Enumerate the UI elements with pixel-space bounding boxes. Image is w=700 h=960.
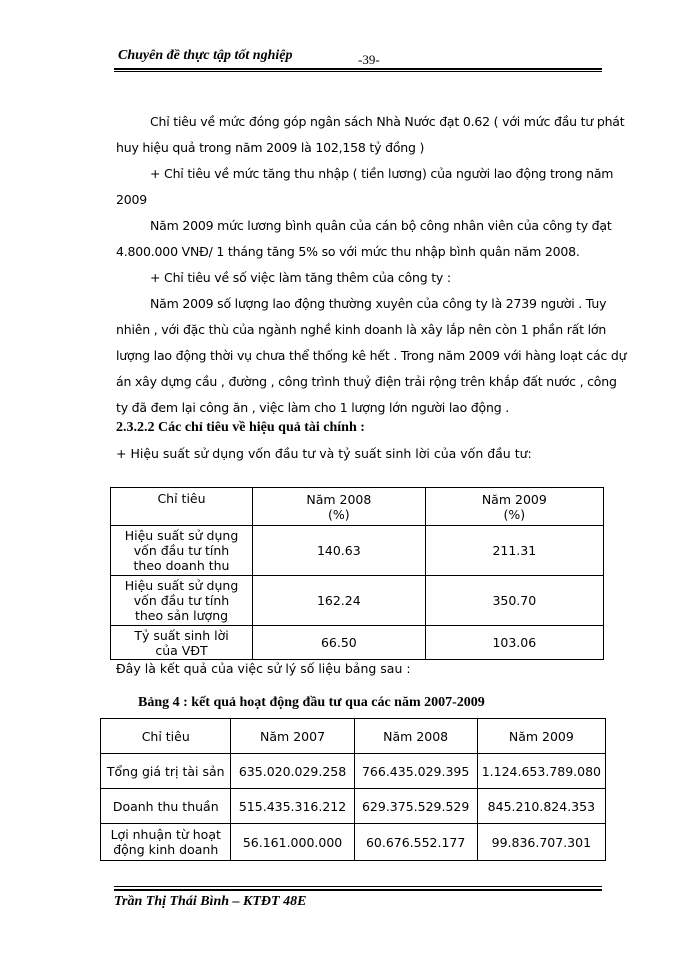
- table1-cell: 162.24: [253, 576, 426, 626]
- table1-cell: 66.50: [253, 626, 426, 660]
- table-row: [111, 576, 604, 626]
- paragraph-line: Năm 2009 mức lương bình quân của cán bộ công nhân viên của công ty đạt: [150, 218, 612, 233]
- paragraph-line: lượng lao động thời vụ chưa thể thống kê hết . Trong năm 2009 với hàng loạt các dự: [116, 348, 627, 363]
- table-row: [111, 626, 604, 660]
- table2-row-label: Doanh thu thuần: [101, 789, 231, 824]
- table1-cell: 140.63: [253, 526, 426, 576]
- footer-rule: [114, 889, 602, 891]
- table1-row-label: Tỷ suất sinh lời của VĐT: [111, 626, 253, 660]
- table2-row-label: Lợi nhuận từ hoạt động kinh doanh: [101, 824, 231, 861]
- table-row: [111, 526, 604, 576]
- paragraph-line: ty đã đem lại công ăn , việc làm cho 1 lượng lớn người lao động .: [116, 400, 509, 415]
- investment-results-table: [100, 718, 606, 861]
- table2-cell: 60.676.552.177: [354, 824, 477, 861]
- header-rule: [114, 68, 602, 70]
- table2-header-indicator: Chỉ tiêu: [101, 719, 231, 754]
- efficiency-table: [110, 487, 604, 660]
- table1-row-label: Hiệu suất sử dụng vốn đầu tư tính theo doanh thu: [111, 526, 253, 576]
- paragraph-line: Chỉ tiêu về mức đóng góp ngân sách Nhà Nước đạt 0.62 ( với mức đầu tư phát: [150, 114, 625, 129]
- table1-cell: 103.06: [425, 626, 603, 660]
- table1-cell: 350.70: [425, 576, 603, 626]
- paragraph-line: nhiên , với đặc thù của ngành nghề kinh doanh là xây lắp nên còn 1 phần rất lớn: [116, 322, 607, 337]
- paragraph-line: 4.800.000 VNĐ/ 1 tháng tăng 5% so với mức thu nhập bình quân năm 2008.: [116, 244, 580, 259]
- table1-header-indicator: Chỉ tiêu: [111, 488, 253, 526]
- table2-header-2007: Năm 2007: [231, 719, 354, 754]
- table2-row-label: Tổng giá trị tài sản: [101, 754, 231, 789]
- table2-cell: 56.161.000.000: [231, 824, 354, 861]
- table2-cell: 515.435.316.212: [231, 789, 354, 824]
- table2-cell: 845.210.824.353: [477, 789, 605, 824]
- table2-header-2009: Năm 2009: [477, 719, 605, 754]
- table2-cell: 766.435.029.395: [354, 754, 477, 789]
- table2-header-2008: Năm 2008: [354, 719, 477, 754]
- table2-cell: 99.836.707.301: [477, 824, 605, 861]
- table-note: Đây là kết quả của việc sử lý số liệu bảng sau :: [116, 661, 411, 676]
- table-caption: Bảng 4 : kết quả hoạt động đầu tư qua các năm 2007-2009: [138, 695, 485, 710]
- table-row: [101, 789, 606, 824]
- page-header: [114, 44, 602, 68]
- table1-header-2008: Năm 2008 (%): [253, 488, 426, 526]
- section-heading: 2.3.2.2 Các chỉ tiêu về hiệu quả tài chính :: [116, 420, 365, 435]
- paragraph-line: huy hiệu quả trong năm 2009 là 102,158 tỷ đồng ): [116, 140, 425, 155]
- section-subline: + Hiệu suất sử dụng vốn đầu tư và tỷ suất sinh lời của vốn đầu tư:: [116, 446, 532, 461]
- table-row: [101, 754, 606, 789]
- paragraph-line: 2009: [116, 192, 148, 207]
- header-rule-thin: [114, 71, 602, 72]
- table2-cell: 629.375.529.529: [354, 789, 477, 824]
- paragraph-line: + Chỉ tiêu về mức tăng thu nhập ( tiền lương) của người lao động trong năm: [150, 166, 614, 181]
- table2-cell: 635.020.029.258: [231, 754, 354, 789]
- body-paragraphs: [116, 114, 627, 415]
- header-title: Chuyên đề thực tập tốt nghiệp: [118, 48, 293, 63]
- table1-header-2009: Năm 2009 (%): [425, 488, 603, 526]
- table1-row-label: Hiệu suất sử dụng vốn đầu tư tính theo sản lượng: [111, 576, 253, 626]
- paragraph-line: + Chỉ tiêu về số việc làm tăng thêm của công ty :: [150, 270, 451, 285]
- paragraph-line: án xây dựng cầu , đường , công trình thuỷ điện trải rộng trên khắp đất nước , công: [116, 374, 617, 389]
- table-row: [101, 824, 606, 861]
- paragraph-line: Năm 2009 số lượng lao động thường xuyên của công ty là 2739 người . Tuy: [150, 296, 607, 311]
- table2-cell: 1.124.653.789.080: [477, 754, 605, 789]
- table1-cell: 211.31: [425, 526, 603, 576]
- page-number: -39-: [358, 52, 380, 67]
- footer-author: Trần Thị Thái Bình – KTĐT 48E: [114, 894, 307, 909]
- footer-rule-thin: [114, 886, 602, 887]
